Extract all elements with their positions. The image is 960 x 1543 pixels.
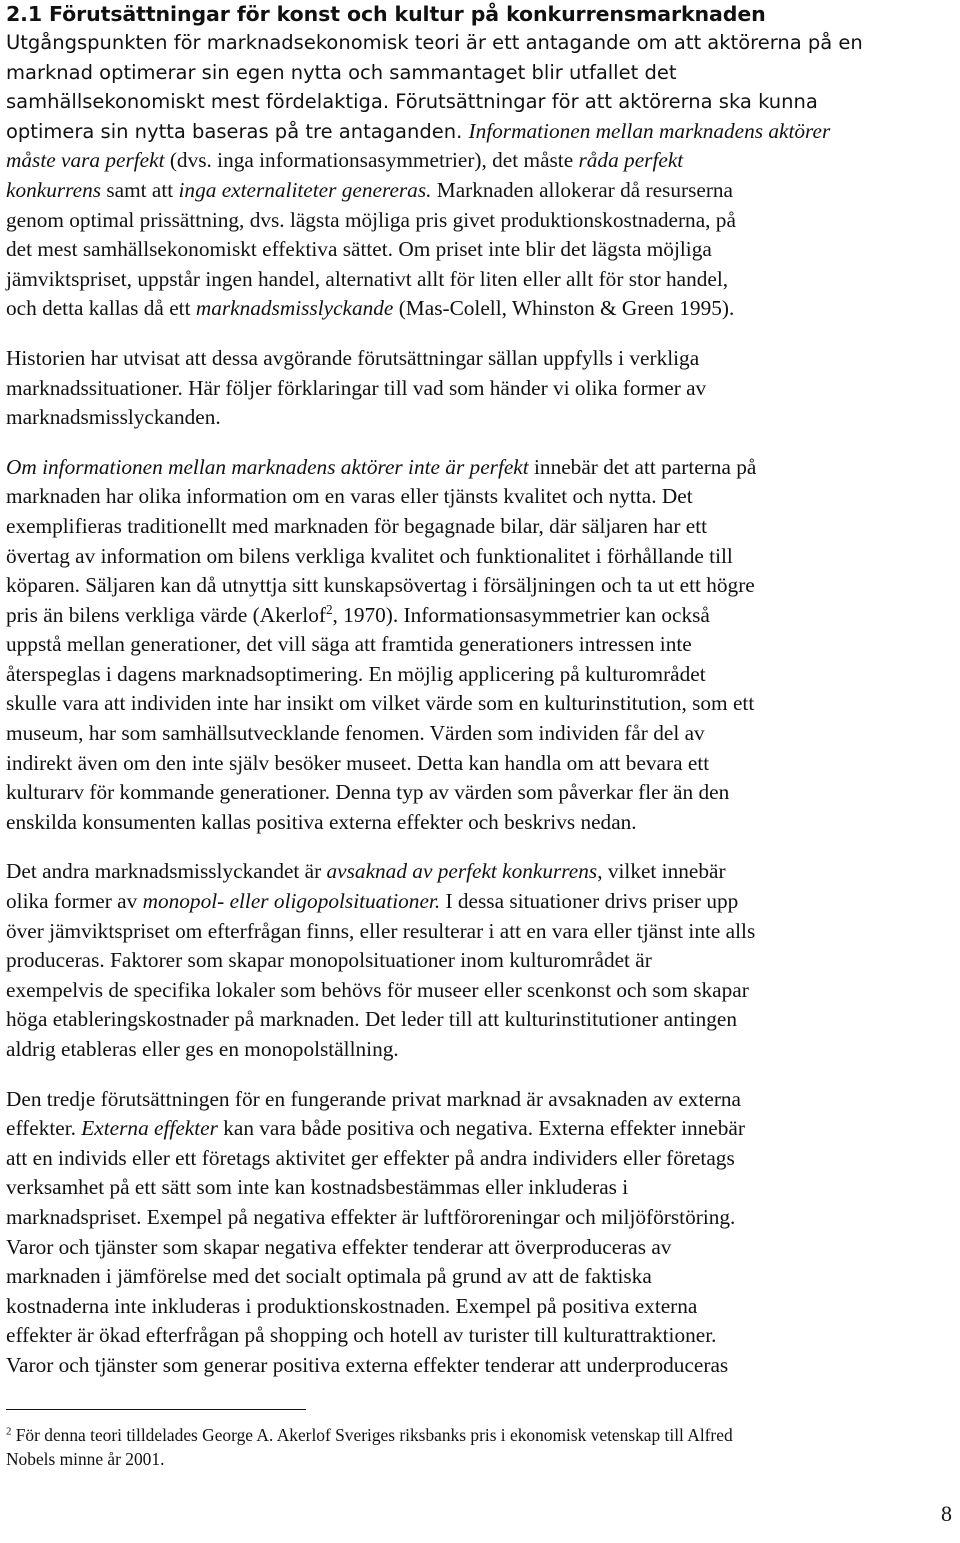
text-line: exemplifieras traditionellt med marknaden för begagnade bilar, där säljaren har ett bbox=[6, 513, 708, 538]
text-run: pris än bilens verkliga värde (Akerlof bbox=[6, 602, 326, 627]
intro-line: samhällsekonomiskt mest fördelaktiga. Förutsättningar för att aktörerna ska kunna bbox=[6, 90, 818, 114]
text-line: verksamhet på ett sätt som inte kan kostnadsbestämmas eller inkluderas i bbox=[6, 1175, 629, 1200]
italic-phrase: monopol- eller oligopolsituationer. bbox=[142, 889, 441, 914]
text-line: produceras. Faktorer som skapar monopolsituationer inom kulturområdet är bbox=[6, 948, 652, 973]
text-run: kan vara både positiva och negativa. Externa effekter innebär bbox=[217, 1116, 745, 1141]
text-line: Historien har utvisat att dessa avgörande förutsättningar sällan uppfylls i verkliga bbox=[6, 345, 700, 370]
intro-paragraph-serif bbox=[6, 146, 956, 324]
italic-phrase: avsaknad av perfekt konkurrens bbox=[326, 859, 598, 884]
text-line: marknaden i jämförelse med det socialt optimala på grund av att de faktiska bbox=[6, 1264, 652, 1289]
paragraph-externalities bbox=[6, 1085, 956, 1381]
text-line: marknadspriset. Exempel på negativa effekter är luftföroreningar och miljöförstöring. bbox=[6, 1204, 736, 1229]
text-line: enskilda konsumenten kallas positiva externa effekter och beskrivs nedan. bbox=[6, 809, 637, 834]
intro-line: marknad optimerar sin egen nytta och sammantaget blir utfallet det bbox=[6, 60, 677, 84]
page-number: 8 bbox=[941, 1501, 952, 1526]
text-line bbox=[6, 294, 956, 324]
text-line: museum, har som samhällsutvecklande fenomen. Värden som individen får del av bbox=[6, 721, 705, 746]
text-line: återspeglas i dagens marknadsoptimering. En möjlig applicering på kulturområdet bbox=[6, 661, 706, 686]
text-line: köparen. Säljaren kan då utnyttja sitt kunskapsövertag i försäljningen och ta ut ett högre bbox=[6, 573, 755, 598]
footnote-divider bbox=[6, 1409, 306, 1410]
italic-phrase: inga externaliteter genereras. bbox=[178, 177, 432, 202]
italic-phrase: Om informationen mellan marknadens aktörer inte är perfekt bbox=[6, 454, 529, 479]
text-line: marknadssituationer. Här följer förklaringar till vad som händer vi olika former av bbox=[6, 375, 707, 400]
intro-text: optimera sin nytta baseras på tre antaganden. bbox=[6, 119, 463, 143]
footnote bbox=[6, 1423, 946, 1471]
footnote-reference[interactable]: 2 bbox=[325, 601, 333, 617]
italic-phrase: råda perfekt bbox=[578, 148, 684, 173]
text-run: innebär det att parterna på bbox=[528, 454, 757, 479]
text-run: , 1970). Informationsasymmetrier kan också bbox=[332, 602, 710, 627]
text-run: För denna teori tilldelades George A. Akerlof Sveriges riksbanks pris i ekonomisk vetenskap till Alfred bbox=[11, 1425, 733, 1445]
text-line bbox=[6, 176, 956, 206]
footnote-mark: 2 bbox=[6, 1425, 12, 1438]
text-line bbox=[6, 887, 956, 917]
italic-phrase: måste vara perfekt bbox=[6, 148, 165, 173]
text-run: (dvs. inga informationsasymmetrier), det måste bbox=[164, 148, 579, 173]
italic-phrase: Externa effekter bbox=[81, 1116, 218, 1141]
text-run: samt att bbox=[101, 177, 179, 202]
text-run: Marknaden allokerar då resurserna bbox=[431, 177, 734, 202]
text-line: höga etableringskostnader på marknaden. Det leder till att kulturinstitutioner antingen bbox=[6, 1007, 737, 1032]
text-line: genom optimal prissättning, dvs. lägsta möjliga pris givet produktionskostnaderna, på bbox=[6, 207, 736, 232]
text-run: effekter. bbox=[6, 1116, 82, 1141]
text-line: uppstå mellan generationer, det vill säga att framtida generationers intressen inte bbox=[6, 632, 692, 657]
paragraph-history bbox=[6, 344, 956, 433]
text-line: marknadsmisslyckanden. bbox=[6, 405, 221, 430]
text-line: effekter är ökad efterfrågan på shopping och hotell av turister till kulturattraktioner. bbox=[6, 1323, 717, 1348]
text-line: kulturarv för kommande generationer. Denna typ av värden som påverkar fler än den bbox=[6, 780, 730, 805]
text-line: aldrig etableras eller ges en monopolställning. bbox=[6, 1037, 399, 1061]
italic-phrase: marknadsmisslyckande bbox=[195, 296, 394, 321]
text-line: Varor och tjänster som skapar negativa effekter tenderar att överproduceras av bbox=[6, 1234, 672, 1259]
text-line: marknaden har olika information om en varas eller tjänsts kvalitet och nytta. Det bbox=[6, 484, 693, 509]
intro-line: Utgångspunkten för marknadsekonomisk teori är ett antagande om att aktörerna på en bbox=[6, 31, 863, 54]
text-line bbox=[6, 1114, 956, 1144]
text-run: (Mas-Colell, Whinston & Green 1995). bbox=[393, 296, 735, 321]
intro-italic: Informationen mellan marknadens aktörer bbox=[468, 118, 831, 143]
text-line: jämviktspriset, uppstår ingen handel, alternativt allt för liten eller allt för stor handel, bbox=[6, 266, 729, 291]
text-line bbox=[6, 453, 956, 483]
italic-phrase: konkurrens bbox=[6, 177, 102, 202]
text-line: Varor och tjänster som generar positiva externa effekter tenderar att underproduceras bbox=[6, 1352, 729, 1377]
text-line: det mest samhällsekonomiskt effektiva sättet. Om priset inte blir det lägsta möjliga bbox=[6, 237, 712, 262]
section-title: 2.1 Förutsättningar för konst och kultur på konkurrensmarknaden bbox=[6, 2, 766, 26]
text-line bbox=[6, 857, 956, 887]
intro-line bbox=[6, 117, 956, 147]
intro-paragraph-sans bbox=[6, 28, 956, 146]
paragraph-information bbox=[6, 453, 956, 838]
text-run: Det andra marknadsmisslyckandet är bbox=[6, 859, 327, 884]
text-line: att en individs eller ett företags aktivitet ger effekter på andra individers eller företags bbox=[6, 1145, 735, 1170]
text-line: exempelvis de specifika lokaler som behövs för museer eller scenkonst och som skapar bbox=[6, 977, 749, 1002]
text-line: kostnaderna inte inkluderas i produktionskostnaden. Exempel på positiva externa bbox=[6, 1293, 698, 1318]
text-line bbox=[6, 146, 956, 176]
text-run: och detta kallas då ett bbox=[6, 296, 196, 321]
text-run: , vilket innebär bbox=[597, 859, 726, 884]
footnote-line bbox=[6, 1423, 946, 1447]
text-line: Den tredje förutsättningen för en fungerande privat marknad är avsaknaden av externa bbox=[6, 1086, 742, 1111]
document-page bbox=[6, 0, 956, 1381]
text-line: övertag av information om bilens verkliga kvalitet och funktionalitet i förhållande till bbox=[6, 543, 733, 568]
paragraph-competition bbox=[6, 857, 956, 1064]
text-line: indirekt även om den inte själv besöker museet. Detta kan handla om att bevara ett bbox=[6, 750, 710, 775]
text-run: I dessa situationer drivs priser upp bbox=[440, 889, 739, 914]
text-run: olika former av bbox=[6, 889, 143, 914]
text-line bbox=[6, 601, 956, 631]
footnote-line: Nobels minne år 2001. bbox=[6, 1449, 165, 1469]
text-line: över jämviktspriset om efterfrågan finns, eller resulterar i att en vara eller tjänst inte alls bbox=[6, 918, 756, 943]
text-line: skulle vara att individen inte har insikt om vilket värde som en kulturinstitution, som ett bbox=[6, 691, 755, 716]
